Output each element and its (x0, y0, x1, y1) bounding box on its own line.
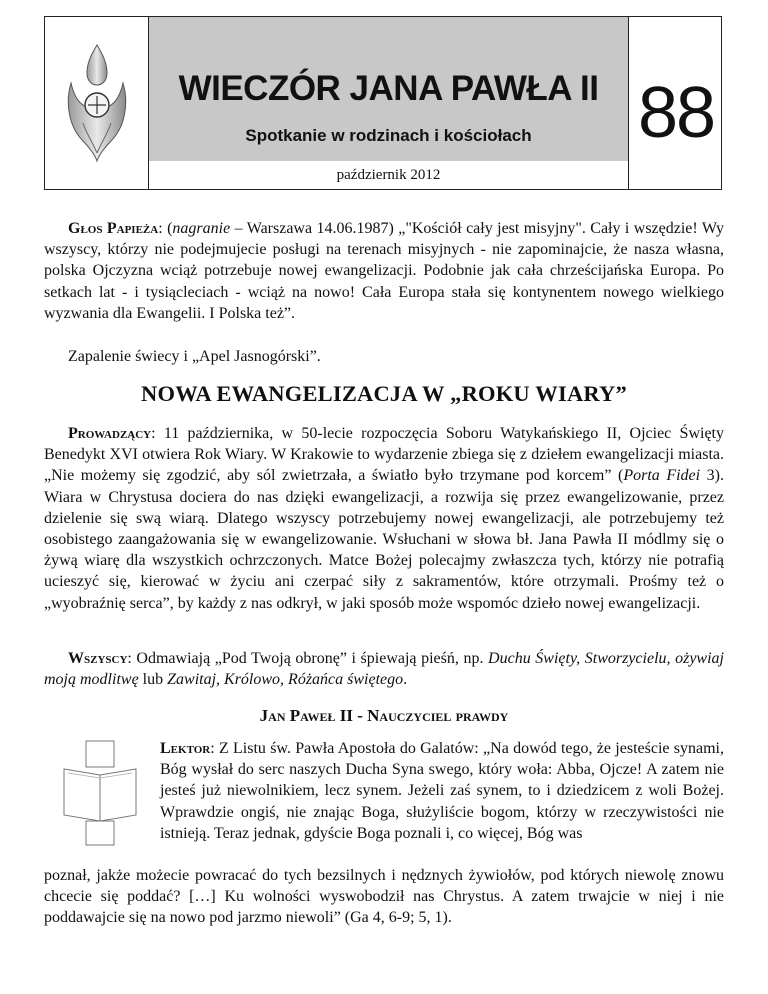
leader-paragraph: Prowadzący: 11 października, w 50-lecie rozpoczęcia Soboru Watykańskiego II, Ojciec Święty Benedykt XVI otwiera Rok Wiary. W Krakowie to wydarzenie zbiega się z dziełem ewangelizacji miasta. „Nie możemy się zgodzić, aby sól zwietrzała, a światło było trzymane pod korcem” (Porta Fidei 3). Wiara w Chrystusa dociera do nas dzięki ewangelizacji, a rozwija się przez ewangelizowanie, przez dzielenie się swą wiarą. Dlatego wszyscy potrzebujemy nowej ewangelizacji, ale potrzebujemy też osobistego zaangażowania się w ewangelizowanie. Wsłuchani w słowa bł. Jana Pawła II módlmy się o żywą wiarę dla wszystkich ochrzczonych. Matce Bożej polecajmy zwłaszcza tych, którzy nie potrafią ucieszyć się, kierować w życiu ani czerpać siły z sakramentów, które otrzymali. Prośmy też o „wyobraźnię serca”, by każdy z nas odkrył, w jaki sposób może wspomóc dzieło nowej ewangelizacji. (44, 425, 724, 612)
all-text-c: . (403, 671, 408, 689)
open-book-icon (60, 739, 140, 847)
section-title: NOWA EWANGELIZACJA W „ROKU WIARY” (141, 381, 627, 406)
header-box (44, 16, 722, 190)
issue-cell (629, 17, 723, 189)
all-text-b: lub (138, 671, 168, 689)
leader-citation: Porta Fidei (623, 467, 701, 485)
reader-paragraph-tail: poznał, jakże możecie powracać do tych bezsilnych i nędznych żywiołów, pod których niewolę znowu chcecie się poddać? […] Ku wolności wyswobodził nas Chrystus. A zatem trwajcie w niej i nie poddawajcie się na nowo pod jarzmo niewoli” (Ga 4, 6-9; 5, 1). (44, 867, 724, 927)
pope-voice-paragraph: Głos Papieża: (nagranie – Warszawa 14.06.1987) „"Kościół cały jest misyjny". Cały i wszędzie! Wy wszyscy, którzy nie podejmujecie posługi na terenach misyjnych - nie zapominajcie, że nasza własna, polska Ojczyzna wciąż potrzebuje nowej ewangelizacji. Podobnie jak cała chrześcijańska Europa. Po setkach lat - i tysiącleciach - wciąż na nowo! Cała Europa stała się kontynentem nowego wielkiego wyzwania dla Ewangelii. I Polska też”. (44, 220, 725, 322)
pope-voice-label: Głos Papieża (68, 220, 159, 237)
all-text-a: : Odmawiają „Pod Twoją obronę” i śpiewają pieśń, np. (127, 650, 489, 667)
logo-cell (45, 17, 149, 189)
candle-logo-icon (61, 43, 133, 163)
pope-voice-intro: nagranie (172, 220, 231, 237)
subsection-title: Jan Paweł II - Nauczyciel prawdy (259, 706, 509, 725)
all-paragraph (44, 648, 724, 690)
all-song-1: Duchu Święty, Stworzycielu, ożywiaj moją modlitwę (44, 650, 724, 689)
reader-text-a: : Z Listu św. Pawła Apostoła do Galatów: „Na dowód tego, że jesteście synami, Bóg wysłał do serc naszych Ducha Syna swego, który woła: Abba, Ojcze! A zatem nie jesteś już niewolnikiem, lecz synem. Jeżeli zaś synem, to i dziedzicem z woli Bożej. Wprawdzie ongiś, nie znając Boga, służyliście bogom, którzy w rzeczywistości nie istnieją. Teraz jednak, gdyście Boga poznali i, co więcej, Bóg was (160, 740, 724, 842)
publication-title: WIECZÓR JANA PAWŁA II (178, 69, 599, 108)
candle-note: Zapalenie świecy i „Apel Jasnogórski”. (68, 348, 321, 365)
reader-paragraph (160, 738, 724, 844)
issue-number: 88 (637, 73, 715, 153)
publication-subtitle: Spotkanie w rodzinach i kościołach (245, 126, 532, 145)
title-cell (149, 17, 629, 189)
all-song-2: Zawitaj, Królowo, Różańca świętego (167, 671, 404, 689)
leader-label: Prowadzący (68, 425, 152, 442)
pope-voice-text: – Warszawa 14.06.1987) „"Kościół cały jest misyjny". Cały i wszędzie! Wy wszyscy, którzy nie podejmujecie posługi na terenach misyjnych - nie zapominajcie, że nasza własna, polska Ojczyzna wciąż potrzebuje nowej ewangelizacji. Podobnie jak cała chrześcijańska Europa. Po setkach lat - i tysiącleciach - wciąż na nowo! Cała Europa stała się kontynentem nowego wielkiego wyzwania dla Ewangelii. I Polska też”. (44, 220, 725, 322)
issue-date: październik 2012 (336, 167, 441, 183)
reader-label: Lektor (160, 740, 211, 757)
candle-note-paragraph (44, 346, 724, 367)
leader-text-a: 11 października, w 50-lecie rozpoczęcia Soboru Watykańskiego II, Ojciec Święty Benedykt XVI otwiera Rok Wiary. W Krakowie to wydarzenie zbiega się z dziełem ewangelizacji miasta. „Nie możemy się zgodzić, aby sól zwietrzała, a światło było trzymane pod korcem” ( (44, 425, 724, 485)
all-label: Wszyscy (68, 650, 128, 667)
leader-text-b: 3). Wiara w Chrystusa dociera do nas dzięki ewangelizacji, a rozwija się przez ewangelizowanie, przez dzielenie się swą wiarą. Dlatego wszyscy potrzebujemy nowej ewangelizacji, ale potrzebujemy też osobistego zaangażowania się w ewangelizowanie. Wsłuchani w słowa bł. Jana Pawła II módlmy się o żywą wiarę dla wszystkich ochrzczonych. Matce Bożej polecajmy zwłaszcza tych, którzy nie potrafią ucieszyć się, kierować w życiu ani czerpać siły z sakramentów, które otrzymali. Prośmy też o „wyobraźnię serca”, by każdy z nas odkrył, w jaki sposób może wspomóc dzieło nowej ewangelizacji. (44, 467, 724, 612)
